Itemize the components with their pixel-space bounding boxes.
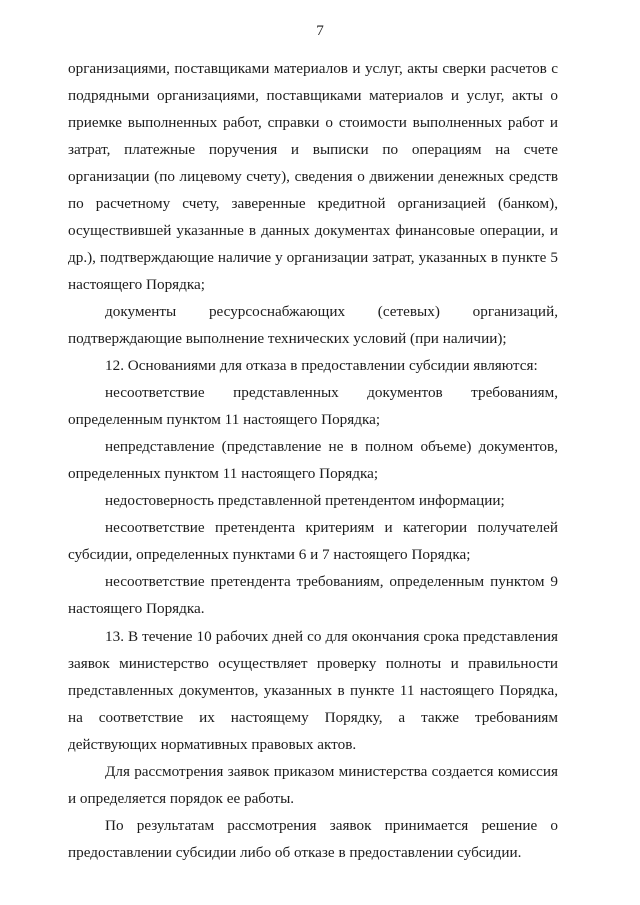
text-line: несоответствие претендента критериям и категории получателей [105,519,558,536]
text-line: определенных пунктом 11 настоящего Порядка; [68,465,379,482]
text-line: подтверждающие выполнение технических условий (при наличии); [68,330,507,347]
text-line: подрядными организациями, поставщиками материалов и услуг, акты о [68,87,558,104]
text-line: По результатам рассмотрения заявок принимается решение о [105,817,558,834]
page-number: 7 [316,22,324,39]
text-line: предоставлении субсидии либо об отказе в предоставлении субсидии. [68,844,522,861]
text-line: действующих нормативных правовых актов. [68,736,357,753]
text-line: затрат, платежные поручения и выписки по операциям на счете [68,141,558,158]
text-line: заявок министерство осуществляет проверку полноты и правильности [68,655,558,672]
text-line: организации (по лицевому счету), сведения о движении денежных средств [68,168,558,185]
text-line: несоответствие представленных документов требованиям, [105,384,558,401]
text-line: представленных документов, указанных в пункте 11 настоящего Порядка, [68,682,558,699]
text-line: осуществившей указанные в данных документах финансовые операции, и [68,222,558,239]
text-line: на соответствие их настоящему Порядку, а также требованиям [68,709,558,726]
text-line: Для рассмотрения заявок приказом министерства создается комиссия [105,763,558,780]
text-line: организациями, поставщиками материалов и услуг, акты сверки расчетов с [68,60,558,77]
text-line: документы ресурсоснабжающих (сетевых) организаций, [105,303,558,320]
section-heading: 12. Основаниями для отказа в предоставлении субсидии являются: [105,357,538,374]
section-heading: 13. В течение 10 рабочих дней со для окончания срока представления [105,628,558,645]
text-line: по расчетному счету, заверенные кредитной организацией (банком), [68,195,558,212]
text-line: и определяется порядок ее работы. [68,790,295,807]
text-line: недостоверность представленной претендентом информации; [105,492,505,509]
text-line: непредставление (представление не в полном объеме) документов, [105,438,558,455]
text-line: субсидии, определенных пунктами 6 и 7 настоящего Порядка; [68,546,471,563]
text-line: настоящего Порядка; [68,276,205,293]
text-line: др.), подтверждающие наличие у организации затрат, указанных в пункте 5 [68,249,558,266]
text-line: определенным пунктом 11 настоящего Порядка; [68,411,381,428]
text-line: настоящего Порядка. [68,600,205,617]
text-line: несоответствие претендента требованиям, определенным пунктом 9 [105,573,558,590]
text-line: приемке выполненных работ, справки о стоимости выполненных работ и [68,114,558,131]
